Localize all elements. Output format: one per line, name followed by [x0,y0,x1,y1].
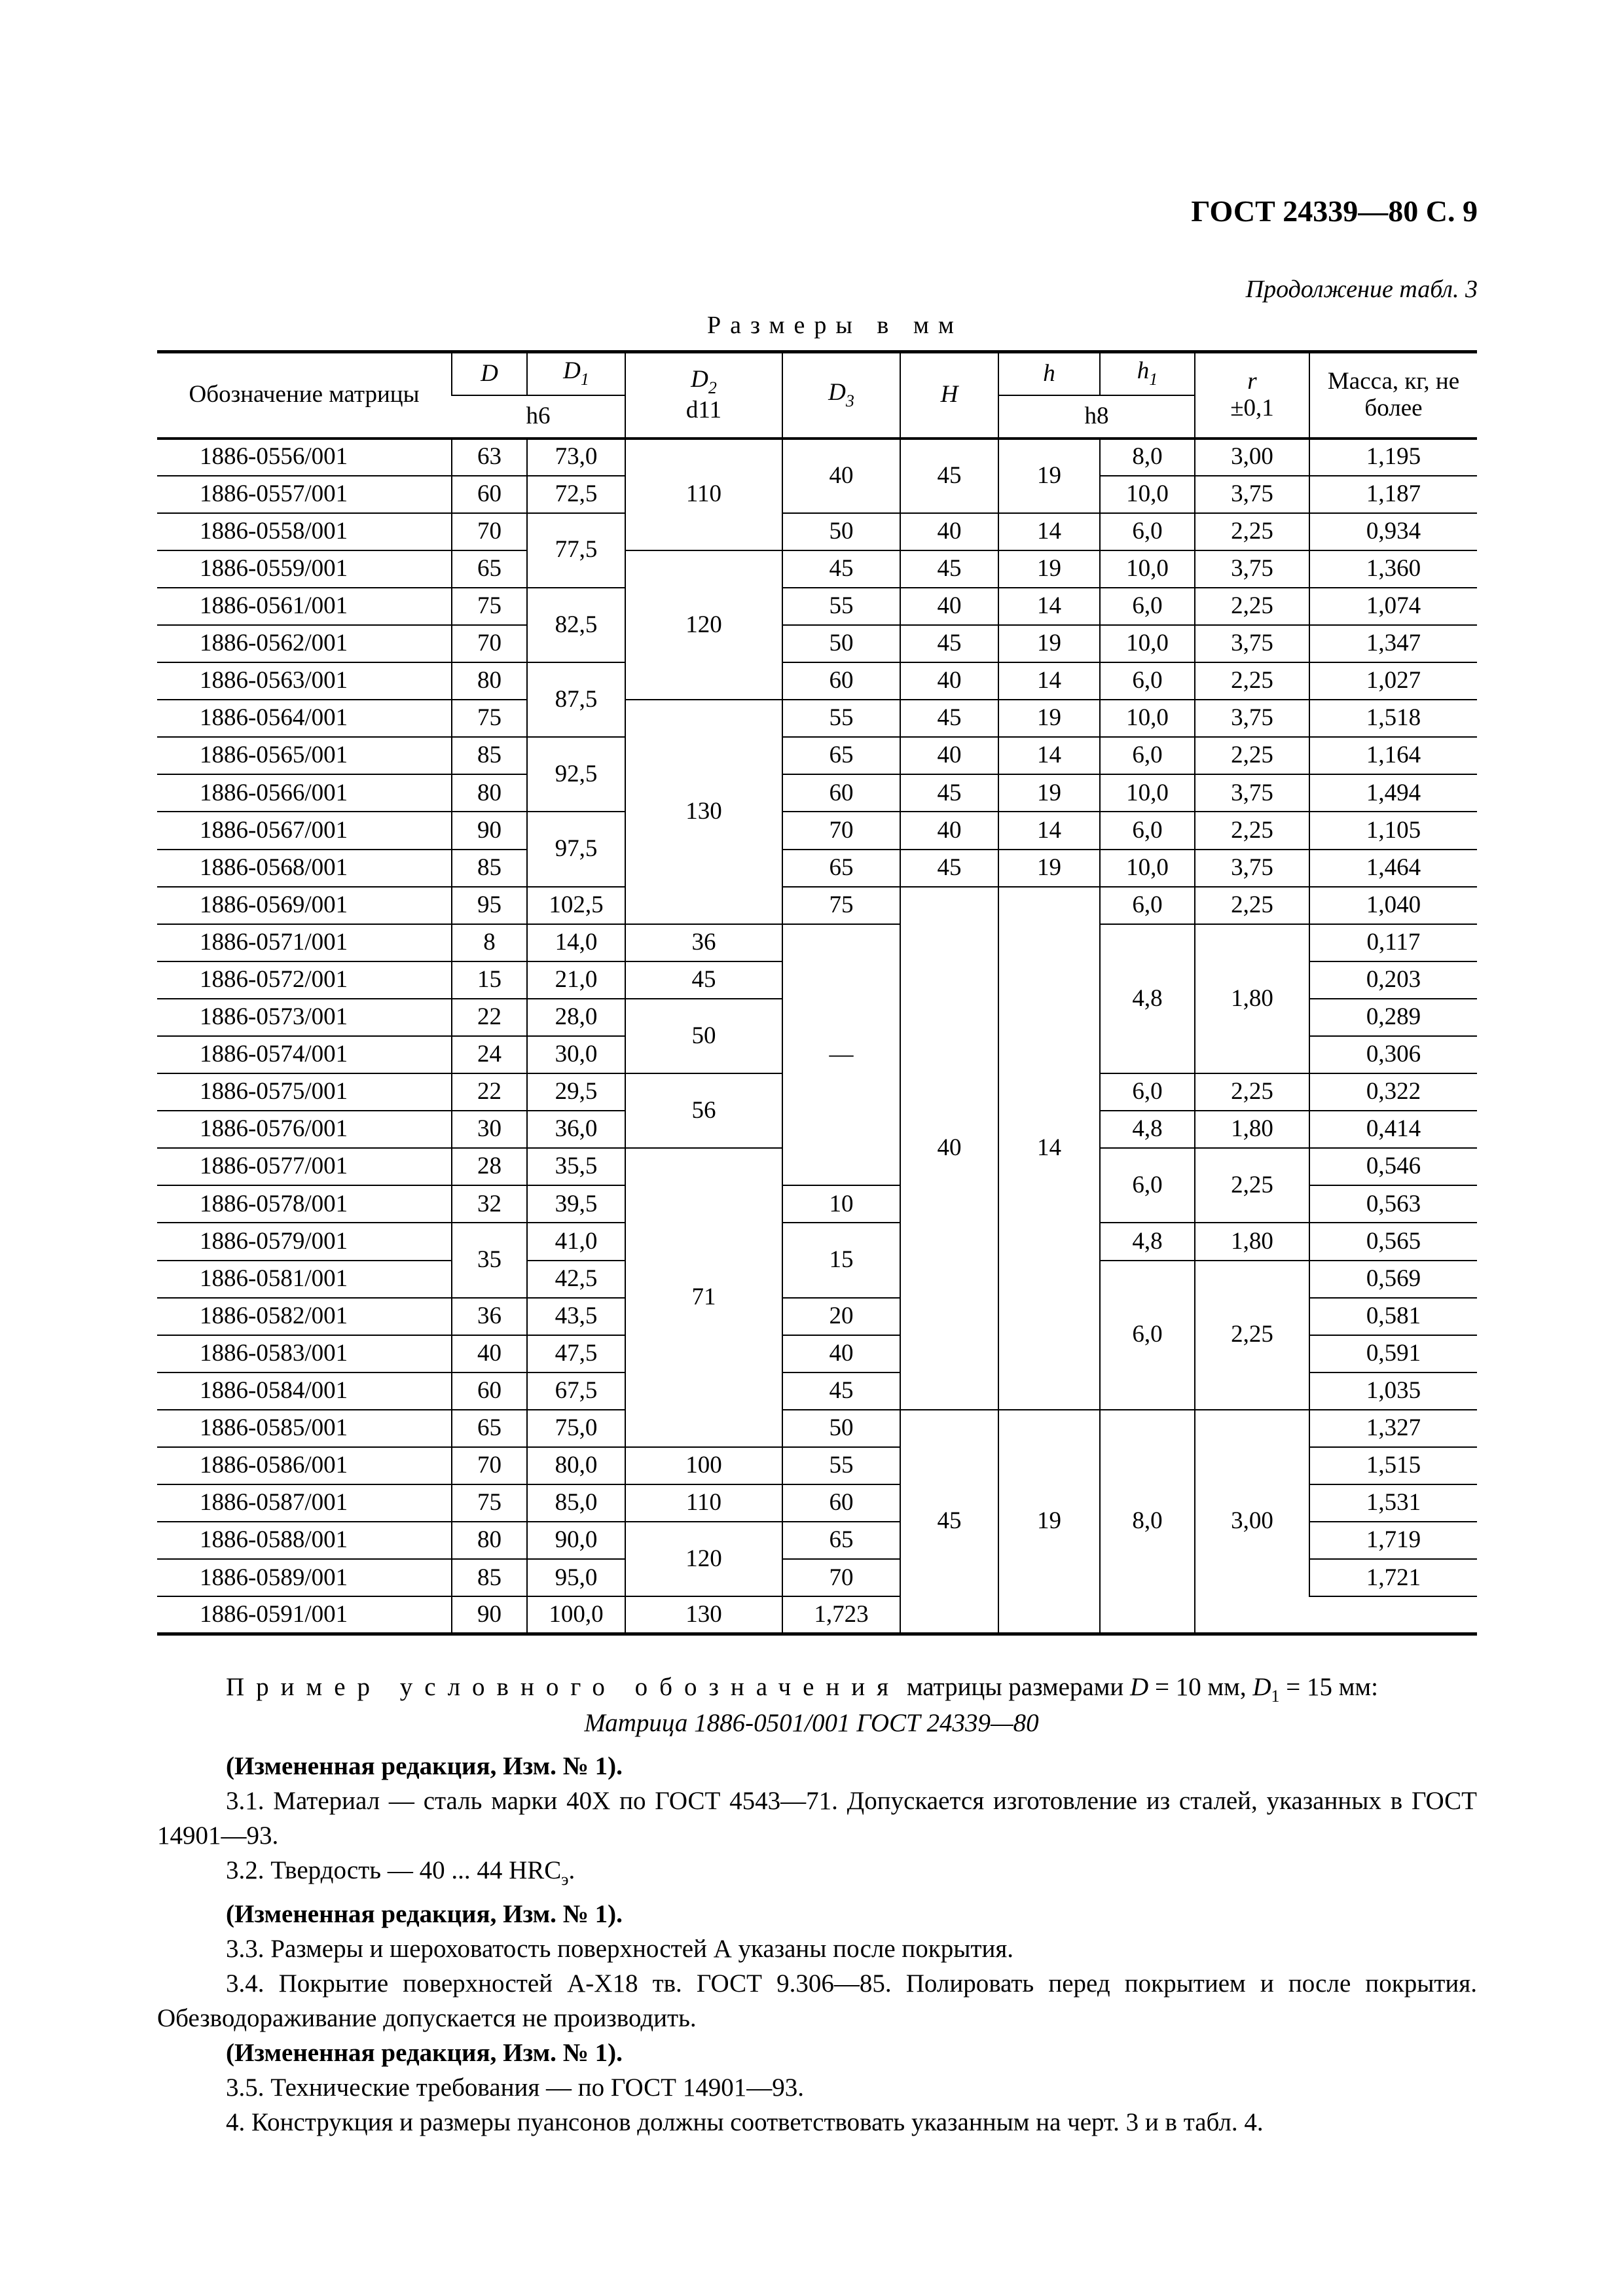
cell-D3: 65 [782,737,900,774]
cell-mass: 1,347 [1309,625,1477,662]
cell-H: 40 [900,737,998,774]
col-header-D: D [452,352,527,395]
cell-mass: 1,027 [1309,662,1477,700]
col-header-D2: $D_2$ d11 [625,352,782,439]
cell-D2: 56 [625,1073,782,1148]
cell-D2: 130 [625,1596,782,1634]
cell-designation: 1886-0563/001 [157,662,452,700]
cell-H: 45 [900,1410,998,1634]
cell-r: 2,25 [1195,662,1309,700]
cell-r: 3,75 [1195,625,1309,662]
cell-D: 90 [452,812,527,849]
cell-h: 14 [998,588,1100,625]
cell-D3: 50 [782,1410,900,1447]
cell-D1: 82,5 [527,588,625,662]
cell-D1: 29,5 [527,1073,625,1111]
example-D1-symbol: D [1252,1673,1271,1701]
cell-D3: — [782,924,900,1186]
cell-D: 28 [452,1148,527,1185]
cell-D1: 87,5 [527,662,625,737]
cell-D: 60 [452,1372,527,1410]
cell-D1: 28,0 [527,999,625,1036]
cell-h1: 10,0 [1100,625,1195,662]
cell-h1: 6,0 [1100,1073,1195,1111]
cell-mass: 1,035 [1309,1372,1477,1410]
cell-designation: 1886-0589/001 [157,1559,452,1596]
cell-D: 24 [452,1036,527,1073]
cell-D3: 60 [782,1484,900,1522]
cell-h1: 6,0 [1100,887,1195,924]
cell-D1: 85,0 [527,1484,625,1522]
cell-D1: 43,5 [527,1298,625,1335]
cell-D1: 30,0 [527,1036,625,1073]
cell-D: 63 [452,439,527,476]
cell-designation: 1886-0572/001 [157,961,452,999]
cell-mass: 1,105 [1309,812,1477,849]
cell-D: 85 [452,737,527,774]
cell-designation: 1886-0558/001 [157,513,452,550]
cell-D3: 45 [782,550,900,588]
cell-D1: 41,0 [527,1223,625,1260]
cell-r: 2,25 [1195,1261,1309,1410]
cell-mass: 1,494 [1309,774,1477,812]
cell-D3: 60 [782,774,900,812]
table-continuation-label: Продолжение табл. 3 [1245,276,1478,303]
cell-r: 3,75 [1195,700,1309,737]
table-row [157,662,1477,700]
cell-D1: 77,5 [527,513,625,588]
cell-D1: 42,5 [527,1261,625,1298]
cell-H: 45 [900,550,998,588]
cell-D: 8 [452,924,527,961]
table-row [157,550,1477,588]
cell-h: 19 [998,850,1100,887]
cell-h1: 4,8 [1100,1111,1195,1148]
cell-D: 70 [452,1447,527,1484]
para-4: 4. Конструкция и размеры пуансонов должны соответствовать указанным на черт. 3 и в табл. 4. [226,2108,1264,2136]
cell-designation: 1886-0575/001 [157,1073,452,1111]
cell-D2: 110 [625,1484,782,1522]
cell-D3: 55 [782,1447,900,1484]
cell-h1: 8,0 [1100,439,1195,476]
cell-mass: 1,518 [1309,700,1477,737]
cell-r: 3,00 [1195,1410,1309,1634]
cell-h: 19 [998,700,1100,737]
cell-h: 14 [998,662,1100,700]
cell-h1: 6,0 [1100,737,1195,774]
cell-D: 15 [452,961,527,999]
amendment-note-3: (Измененная редакция, Изм. № 1). [226,2039,623,2067]
cell-D: 80 [452,1522,527,1559]
cell-h: 19 [998,550,1100,588]
cell-H: 40 [900,812,998,849]
cell-h1: 6,0 [1100,662,1195,700]
table-row [157,850,1477,887]
example-D1-value: = 15 мм: [1279,1673,1378,1701]
para-3-2: 3.2. Твердость — 40 ... 44 $HRC_э$. [226,1856,575,1889]
cell-r: 2,25 [1195,887,1309,924]
col-header-h6: h6 [452,395,625,439]
cell-designation: 1886-0591/001 [200,1600,348,1628]
cell-D2: 50 [625,999,782,1073]
para-3-3: 3.3. Размеры и шероховатость поверхностей А указаны после покрытия. [226,1935,1014,1963]
cell-mass: 0,203 [1309,961,1477,999]
cell-D1: 75,0 [527,1410,625,1447]
cell-D3: 65 [782,1522,900,1559]
cell-D3: 40 [782,1335,900,1372]
cell-D: 75 [452,1484,527,1522]
cell-designation: 1886-0586/001 [157,1447,452,1484]
cell-D: 65 [452,550,527,588]
cell-h1: 10,0 [1100,550,1195,588]
cell-H: 40 [900,588,998,625]
cell-r: 3,75 [1195,550,1309,588]
cell-h1: 6,0 [1100,513,1195,550]
cell-designation: 1886-0587/001 [157,1484,452,1522]
cell-D3: 55 [782,700,900,737]
cell-h1: 10,0 [1100,774,1195,812]
cell-D: 22 [452,1073,527,1111]
cell-designation: 1886-0568/001 [157,850,452,887]
cell-designation: 1886-0557/001 [157,476,452,513]
table-row [157,737,1477,774]
table-row [157,439,1477,476]
cell-mass: 0,565 [1309,1223,1477,1260]
cell-mass: 1,195 [1309,439,1477,476]
para-3-1: 3.1. Материал — сталь марки 40Х по ГОСТ 4543—71. Допускается изготовление из сталей, указанных в ГОСТ 14901—93. [157,1787,1477,1850]
cell-D3: 40 [782,439,900,513]
cell-D: 95 [452,887,527,924]
cell-H: 45 [900,774,998,812]
cell-D1: 92,5 [527,737,625,812]
cell-mass: 0,306 [1309,1036,1477,1073]
example-D-value: = 10 мм, [1148,1673,1253,1701]
cell-D3: 10 [782,1185,900,1223]
cell-designation: 1886-0556/001 [157,439,452,476]
cell-mass: 0,322 [1309,1073,1477,1111]
cell-D1: 102,5 [527,887,625,924]
para-3-4: 3.4. Покрытие поверхностей А-Х18 тв. ГОСТ 9.306—85. Полировать перед покрытием и после покрытия. Обезводораживание допускается не производить. [157,1969,1477,2032]
cell-mass: 1,719 [1309,1522,1477,1559]
cell-mass: 0,581 [1309,1298,1477,1335]
body-text [157,1749,1477,2140]
cell-D: 30 [452,1111,527,1148]
cell-D: 32 [452,1185,527,1223]
cell-mass: 0,569 [1309,1261,1477,1298]
cell-H: 40 [900,887,998,1410]
cell-mass: 0,563 [1309,1185,1477,1223]
cell-D2: 100 [625,1447,782,1484]
example-D1-sub: 1 [1271,1687,1280,1706]
example-line [226,1672,1378,1706]
cell-D: 22 [452,999,527,1036]
cell-mass: 1,074 [1309,588,1477,625]
cell-D1: 35,5 [527,1148,625,1185]
col-header-r: r ±0,1 [1195,352,1309,439]
cell-H: 45 [900,439,998,513]
cell-h: 14 [998,812,1100,849]
cell-h: 19 [998,625,1100,662]
cell-designation: 1886-0569/001 [157,887,452,924]
cell-mass: 1,327 [1309,1410,1477,1447]
col-header-h8: h8 [998,395,1195,439]
cell-mass: 0,546 [1309,1148,1477,1185]
col-header-D1: $D_1$ [527,352,625,395]
cell-designation: 1886-0578/001 [157,1185,452,1223]
cell-D3: 65 [782,850,900,887]
cell-r: 2,25 [1195,737,1309,774]
cell-h1: 10,0 [1100,476,1195,513]
cell-r: 1,80 [1195,1111,1309,1148]
cell-D1: 21,0 [527,961,625,999]
cell-D2: 120 [625,1522,782,1596]
cell-r: 2,25 [1195,1073,1309,1111]
cell-D1: 95,0 [527,1559,625,1596]
cell-r: 2,25 [1195,513,1309,550]
table-row [157,924,1477,961]
cell-h: 19 [998,774,1100,812]
table-body [157,439,1477,1634]
cell-D2: 36 [625,924,782,961]
table-row [157,887,1477,924]
cell-D: 60 [452,476,527,513]
cell-D: 85 [452,1559,527,1596]
cell-mass: 1,187 [1309,476,1477,513]
cell-D3: 50 [782,513,900,550]
cell-r: 2,25 [1195,1148,1309,1223]
cell-designation: 1886-0576/001 [157,1111,452,1148]
example-D-symbol: D [1130,1673,1149,1701]
table-row [157,700,1477,737]
cell-r: 2,25 [1195,812,1309,849]
table-row [157,812,1477,849]
cell-h: 14 [998,737,1100,774]
cell-D: 36 [452,1298,527,1335]
cell-designation: 1886-0581/001 [157,1261,452,1298]
cell-h: 19 [998,439,1100,513]
cell-designation: 1886-0564/001 [157,700,452,737]
cell-designation: 1886-0565/001 [157,737,452,774]
cell-mass: 1,464 [1309,850,1477,887]
cell-h1: 10,0 [1100,700,1195,737]
table-row [157,588,1477,625]
cell-D1: 47,5 [527,1335,625,1372]
cell-mass: 0,591 [1309,1335,1477,1372]
col-header-h1: $h_1$ [1100,352,1195,395]
amendment-note-1: (Измененная редакция, Изм. № 1). [226,1752,623,1780]
col-header-D3: $D_3$ [782,352,900,439]
cell-r: 1,80 [1195,1223,1309,1260]
cell-D: 40 [452,1335,527,1372]
cell-mass: 1,721 [1309,1559,1477,1596]
cell-D2: 45 [625,961,782,999]
cell-h1: 8,0 [1100,1410,1195,1634]
cell-h: 14 [998,513,1100,550]
cell-D2: 110 [625,439,782,550]
cell-designation: 1886-0561/001 [157,588,452,625]
cell-designation: 1886-0583/001 [157,1335,452,1372]
cell-D3: 15 [782,1223,900,1297]
cell-D1: 72,5 [527,476,625,513]
cell-D3: 20 [782,1298,900,1335]
example-spaced-label: Пример условного обозначения [226,1673,901,1701]
cell-h1: 6,0 [1100,1148,1195,1223]
cell-D: 65 [452,1410,527,1447]
cell-D1: 90,0 [527,1522,625,1559]
table-row [157,625,1477,662]
example-designation: Матрица 1886-0501/001 ГОСТ 24339—80 [584,1709,1039,1737]
col-header-h: h [998,352,1100,395]
cell-D1: 67,5 [527,1372,625,1410]
cell-mass: 1,360 [1309,550,1477,588]
page-header: ГОСТ 24339—80 С. 9 [1191,194,1478,228]
cell-designation: 1886-0573/001 [157,999,452,1036]
col-header-designation: Обозначение матрицы [157,352,452,439]
cell-D3: 75 [782,887,900,924]
cell-designation: 1886-0588/001 [157,1522,452,1559]
cell-designation: 1886-0585/001 [157,1410,452,1447]
col-header-mass: Масса, кг, не более [1309,352,1477,439]
table-row [157,513,1477,550]
cell-h1: 4,8 [1100,1223,1195,1260]
cell-D3: 55 [782,588,900,625]
cell-r: 3,75 [1195,774,1309,812]
cell-D: 80 [452,774,527,812]
cell-D: 75 [452,588,527,625]
cell-r: 1,80 [1195,924,1309,1073]
cell-h1: 4,8 [1100,924,1195,1073]
cell-r: 2,25 [1195,588,1309,625]
cell-D1: 100,0 [527,1596,625,1634]
units-label: Размеры в мм [707,312,963,339]
table-row [157,1410,1477,1447]
cell-h1: 6,0 [1100,1261,1195,1410]
cell-designation: 1886-0559/001 [157,550,452,588]
cell-mass: 1,531 [1309,1484,1477,1522]
cell-designation: 1886-0574/001 [157,1036,452,1073]
cell-mass: 0,117 [1309,924,1477,961]
cell-D1: 80,0 [527,1447,625,1484]
para-3-5: 3.5. Технические требования — по ГОСТ 14901—93. [226,2073,804,2102]
cell-H: 40 [900,662,998,700]
cell-D3: 70 [782,812,900,849]
cell-D: 70 [452,513,527,550]
table-row [157,774,1477,812]
cell-h: 19 [998,1410,1100,1634]
cell-D1: 14,0 [527,924,625,961]
cell-H: 45 [900,625,998,662]
cell-D2: 71 [625,1148,782,1447]
cell-mass: 1,040 [1309,887,1477,924]
cell-mass: 0,934 [1309,513,1477,550]
cell-mass: 1,723 [782,1596,900,1634]
cell-D3: 50 [782,625,900,662]
cell-D1: 97,5 [527,812,625,886]
cell-D3: 60 [782,662,900,700]
cell-D1: 36,0 [527,1111,625,1148]
cell-D: 70 [452,625,527,662]
cell-mass: 0,414 [1309,1111,1477,1148]
cell-D3: 70 [782,1559,900,1596]
cell-designation: 1886-0584/001 [157,1372,452,1410]
cell-designation: 1886-0562/001 [157,625,452,662]
cell-mass: 0,289 [1309,999,1477,1036]
cell-designation: 1886-0582/001 [157,1298,452,1335]
example-text: матрицы размерами [900,1673,1131,1701]
cell-H: 40 [900,513,998,550]
cell-D1: 73,0 [527,439,625,476]
cell-D2: 130 [625,700,782,924]
cell-D: 35 [452,1223,527,1297]
table-row [157,1223,1477,1260]
cell-h1: 10,0 [1100,850,1195,887]
col-header-H: H [900,352,998,439]
cell-D2: 120 [625,550,782,700]
cell-H: 45 [900,850,998,887]
cell-D: 85 [452,850,527,887]
cell-designation: 1886-0577/001 [157,1148,452,1185]
cell-mass: 1,515 [1309,1447,1477,1484]
cell-r: 3,75 [1195,850,1309,887]
cell-r: 3,00 [1195,439,1309,476]
cell-designation: 1886-0567/001 [157,812,452,849]
cell-D: 90 [452,1596,527,1634]
cell-H: 45 [900,700,998,737]
cell-mass: 1,164 [1309,737,1477,774]
cell-h1: 6,0 [1100,588,1195,625]
cell-D: 80 [452,662,527,700]
cell-h: 14 [998,887,1100,1410]
amendment-note-2: (Измененная редакция, Изм. № 1). [226,1900,623,1928]
cell-h1: 6,0 [1100,812,1195,849]
cell-r: 3,75 [1195,476,1309,513]
cell-D: 75 [452,700,527,737]
cell-designation: 1886-0571/001 [157,924,452,961]
cell-designation: 1886-0579/001 [157,1223,452,1260]
cell-D3: 45 [782,1372,900,1410]
cell-D1: 39,5 [527,1185,625,1223]
cell-designation: 1886-0566/001 [157,774,452,812]
dimensions-table [157,350,1477,1636]
